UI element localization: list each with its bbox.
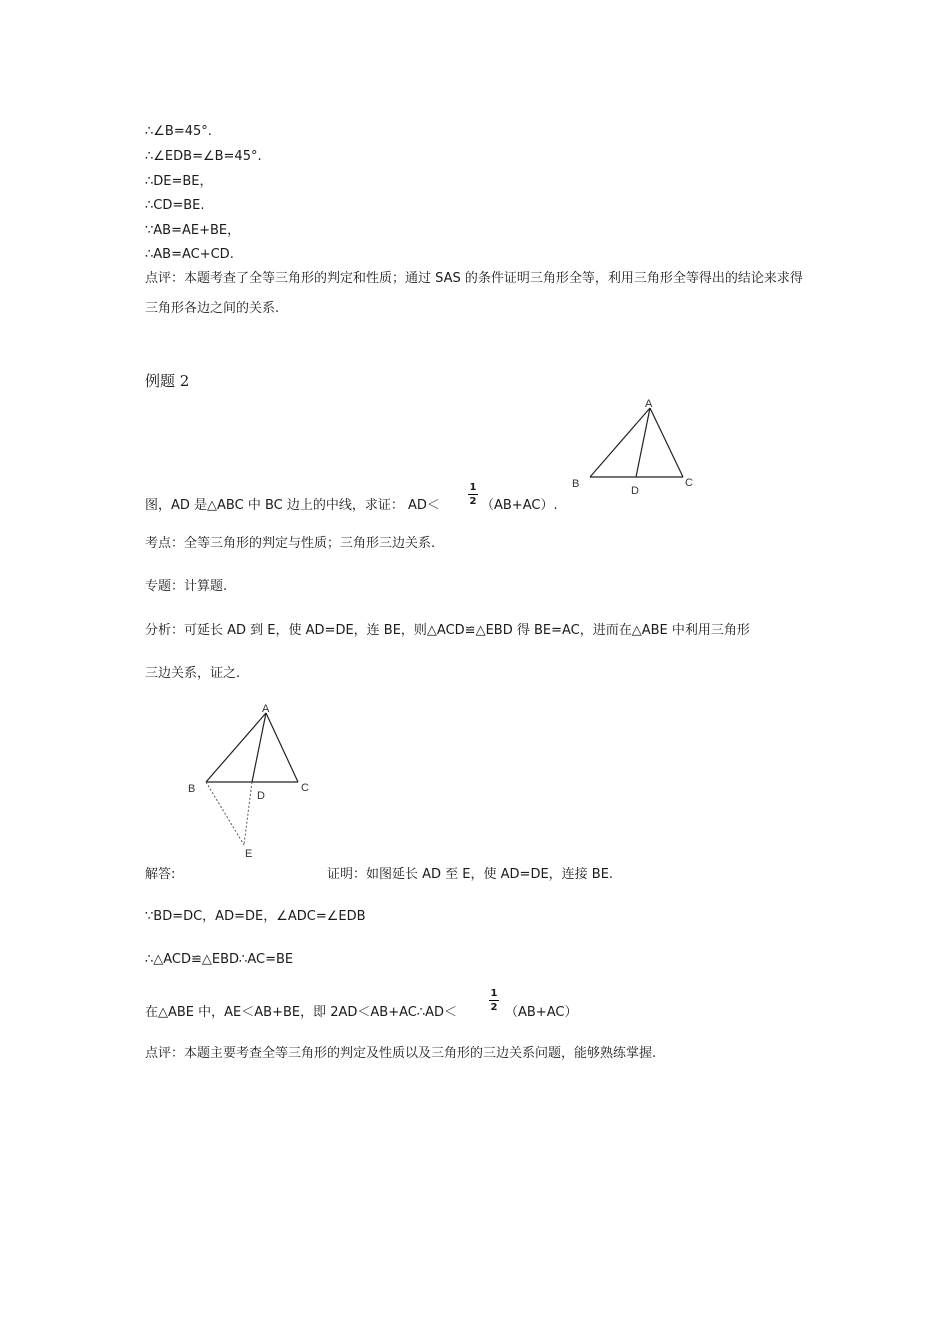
fig2-label-d: D	[257, 790, 265, 802]
zhuanti: 专题：计算题.	[145, 579, 228, 594]
solution-line-6: ∴AB=AC+CD.	[145, 247, 234, 262]
proof-line-3: 在△ABE 中，AE＜AB+BE，即 2AD＜AB+AC∴AD＜	[145, 1005, 458, 1020]
question-fraction	[468, 482, 478, 507]
fig2-segment-be	[206, 782, 244, 845]
example-title: 例题 2	[145, 372, 190, 390]
fig1-label-c: C	[685, 477, 693, 489]
fenxi-line-2: 三边关系，证之.	[145, 666, 241, 681]
fig1-label-a: A	[645, 398, 653, 410]
fig2-label-b: B	[188, 783, 196, 795]
proof-fraction	[489, 988, 499, 1013]
fig2-side-ac	[266, 713, 298, 782]
proof-line-2: ∴△ACD≌△EBD∴AC=BE	[145, 952, 294, 967]
question-prefix: 图，AD 是△ABC 中 BC 边上的中线，求证： AD＜	[145, 498, 440, 513]
fig2-label-c: C	[301, 782, 309, 794]
fig2-label-e: E	[245, 848, 253, 860]
fig1-side-ab	[590, 408, 650, 477]
figure-2-triangle	[180, 700, 320, 860]
jieda-label: 解答:	[145, 867, 176, 882]
fig2-median-ad	[252, 713, 266, 782]
fig1-label-b: B	[572, 478, 580, 490]
figure-1-triangle	[568, 396, 698, 496]
solution-line-2: ∴∠EDB=∠B=45°.	[145, 149, 262, 164]
fig1-label-d: D	[631, 485, 639, 497]
kaodian: 考点：全等三角形的判定与性质；三角形三边关系.	[145, 536, 436, 551]
proof-fraction-den: 2	[490, 1002, 498, 1013]
proof-line-1: ∵BD=DC，AD=DE，∠ADC=∠EDB	[145, 909, 366, 924]
question-fraction-den: 2	[469, 496, 477, 507]
question-text	[145, 497, 440, 515]
comment-1: 点评：本题考查了全等三角形的判定和性质；通过 SAS 的条件证明三角形全等，利用三角形全等得出的结论来求得三角形各边之间的关系.	[145, 271, 803, 316]
fig2-side-ab	[206, 713, 266, 782]
fig2-label-a: A	[262, 703, 270, 715]
comment-2: 点评：本题主要考查全等三角形的判定及性质以及三角形的三边关系问题，能够熟练掌握.	[145, 1046, 657, 1061]
fig2-extension-de	[244, 782, 252, 845]
proof-line-3-suffix: （AB+AC）	[505, 1005, 578, 1020]
proof-intro: 证明：如图延长 AD 至 E，使 AD=DE，连接 BE.	[327, 867, 614, 882]
question-fraction-num: 1	[469, 482, 477, 493]
fig1-side-ac	[650, 408, 683, 477]
proof-fraction-num: 1	[490, 988, 498, 999]
solution-line-1: ∴∠B=45°.	[145, 124, 212, 139]
fenxi-line-1: 分析：可延长 AD 到 E，使 AD=DE，连 BE，则△ACD≌△EBD 得 BE=AC，进而在△ABE 中利用三角形	[145, 623, 750, 638]
solution-line-4: ∴CD=BE.	[145, 198, 205, 213]
solution-line-5: ∵AB=AE+BE，	[145, 223, 241, 238]
fig1-median-ad	[636, 408, 650, 477]
question-suffix: （AB+AC）.	[481, 498, 558, 513]
solution-line-3: ∴DE=BE，	[145, 174, 213, 189]
